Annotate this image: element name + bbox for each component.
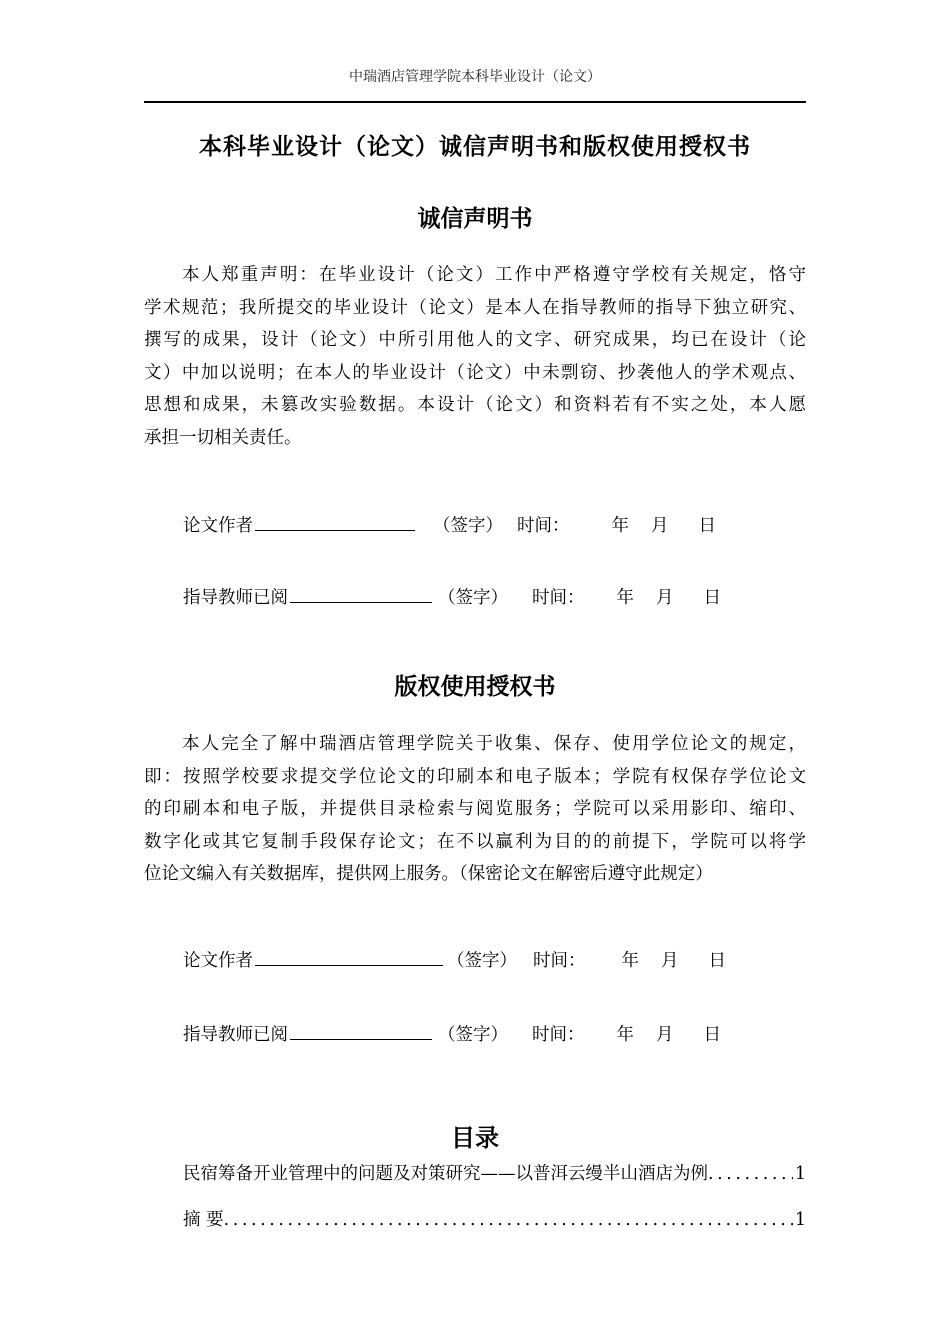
time-label: 时间： [532, 588, 585, 608]
advisor-signature-field[interactable] [290, 584, 432, 603]
toc-entry-text: 民宿筹备开业管理中的问题及对策研究——以普洱云缦半山酒店为例 [183, 1164, 708, 1184]
toc-leader-dots [708, 1164, 793, 1184]
advisor-label: 指导教师已阅 [183, 1025, 288, 1045]
paragraph-line: 本人郑重声明：在毕业设计（论文）工作中严格遵守学校有关规定，恪守 [182, 265, 806, 285]
paragraph-line: 承担一切相关责任。 [144, 427, 302, 448]
toc-leader-dots [224, 1210, 793, 1230]
time-label: 时间： [517, 516, 570, 536]
sign-label: （签字） [433, 516, 503, 536]
copyright-section-title: 版权使用授权书 [394, 674, 556, 700]
toc-entry-page: 1 [794, 1210, 806, 1230]
advisor-signature-field[interactable] [290, 1021, 432, 1040]
author-signature-field[interactable] [255, 512, 415, 531]
time-label: 时间： [533, 951, 586, 971]
toc-entry-text: 摘 要 [183, 1210, 224, 1230]
paragraph-line: 即：按照学校要求提交学位论文的印刷本和电子版本；学院有权保存学位论文 [144, 766, 806, 787]
year-label: 年 [616, 588, 634, 608]
paragraph-line: 学术规范；我所提交的毕业设计（论文）是本人在指导教师的指导下独立研究、 [144, 297, 806, 318]
paragraph-line: 本人完全了解中瑞酒店管理学院关于收集、保存、使用学位论文的规定， [182, 734, 806, 754]
sign-label: （签字） [438, 588, 508, 608]
running-header: 中瑞酒店管理学院本科毕业设计（论文） [349, 69, 601, 85]
paragraph-line: 位论文编入有关数据库，提供网上服务。（保密论文在解密后遵守此规定） [144, 864, 713, 884]
month-label: 月 [656, 588, 674, 608]
paragraph-line: 数字化或其它复制手段保存论文；在不以赢利为目的的前提下，学院可以将学 [144, 831, 806, 852]
document-title: 本科毕业设计（论文）诚信声明书和版权使用授权书 [199, 134, 751, 160]
day-label: 日 [703, 588, 721, 608]
month-label: 月 [651, 516, 669, 536]
month-label: 月 [661, 951, 679, 971]
integrity-paragraph [144, 259, 806, 454]
month-label: 月 [656, 1025, 674, 1045]
day-label: 日 [703, 1025, 721, 1045]
integrity-section-title: 诚信声明书 [417, 206, 533, 232]
day-label: 日 [708, 951, 726, 971]
sign-label: （签字） [438, 1025, 508, 1045]
year-label: 年 [611, 516, 629, 536]
author-label: 论文作者 [183, 951, 253, 971]
toc-title: 目录 [451, 1124, 499, 1152]
day-label: 日 [698, 516, 716, 536]
copyright-paragraph [144, 728, 806, 891]
year-label: 年 [621, 951, 639, 971]
copyright-advisor-signature-row [183, 1021, 721, 1046]
year-label: 年 [616, 1025, 634, 1045]
sign-label: （签字） [447, 951, 517, 971]
time-label: 时间： [532, 1025, 585, 1045]
copyright-author-signature-row [183, 947, 726, 972]
paragraph-line: 的印刷本和电子版，并提供目录检索与阅览服务；学院可以采用影印、缩印、 [144, 799, 806, 819]
integrity-author-signature-row [183, 512, 716, 537]
paragraph-line: 文）中加以说明；在本人的毕业设计（论文）中未剽窃、抄袭他人的学术观点、 [144, 362, 806, 383]
author-label: 论文作者 [183, 516, 253, 536]
toc-entry[interactable] [183, 1160, 806, 1185]
author-signature-field[interactable] [255, 947, 443, 966]
header-divider [144, 101, 806, 103]
advisor-label: 指导教师已阅 [183, 588, 288, 608]
paragraph-line: 撰写的成果，设计（论文）中所引用他人的文字、研究成果，均已在设计（论 [144, 330, 806, 350]
toc-entry-page: 1 [794, 1164, 806, 1184]
integrity-advisor-signature-row [183, 584, 721, 609]
toc-entry[interactable] [183, 1206, 806, 1231]
paragraph-line: 思想和成果，未篡改实验数据。本设计（论文）和资料若有不实之处，本人愿 [144, 395, 806, 415]
